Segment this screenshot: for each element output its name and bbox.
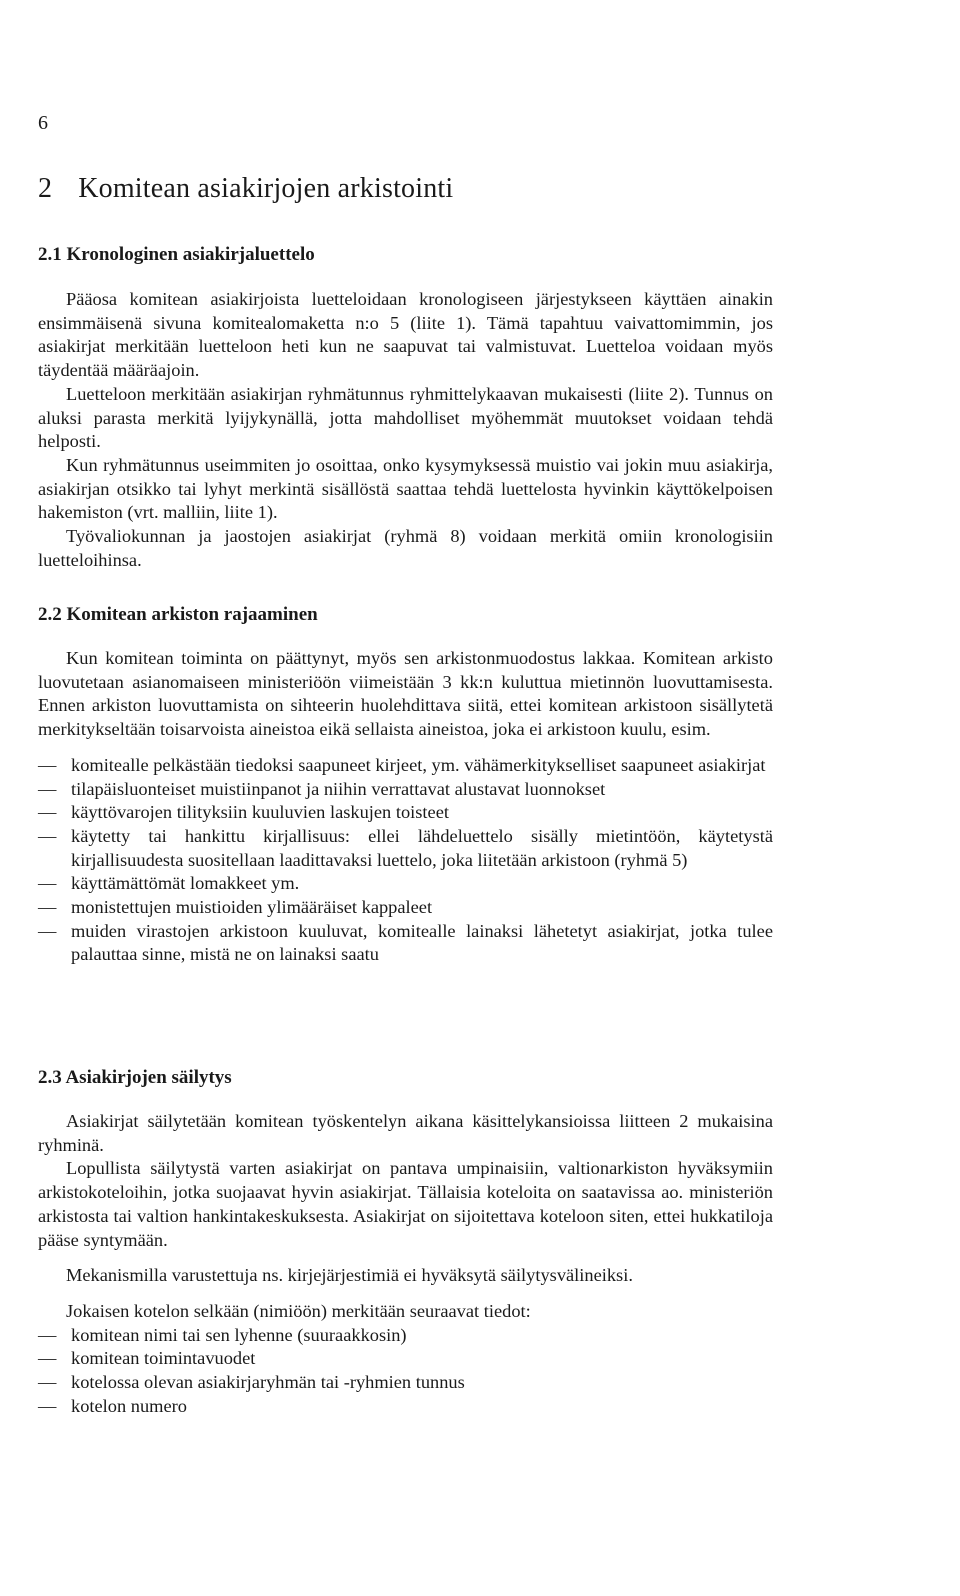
dash: — — [38, 825, 57, 846]
chapter-title — [38, 173, 453, 205]
list-item: — muiden virastojen arkistoon kuuluvat, komitealle lainaksi lähetetyt asiakirjat, jotka tulee palauttaa sinne, mistä ne on lainaksi saatu — [38, 920, 773, 965]
paragraph: Luetteloon merkitään asiakirjan ryhmätunnus ryhmittelykaavan mukaisesti (liite 2). Tunnus on aluksi parasta merkitä lyijykynällä, jotta mahdolliset myöhemmät muutokset voidaan tehdä helposti. — [38, 383, 773, 452]
dash: — — [38, 1395, 57, 1416]
section-title-text: Kronologinen asiakirjaluettelo — [66, 244, 315, 265]
dash: — — [38, 1348, 57, 1369]
chapter-title-text: Komitean asiakirjojen arkistointi — [78, 173, 454, 204]
dash: — — [38, 778, 57, 799]
section-chronological-list — [38, 243, 773, 572]
section-archive-limiting — [38, 603, 773, 967]
dash: — — [38, 897, 57, 918]
box-label-list — [38, 1324, 773, 1419]
section-document-storage — [38, 1066, 773, 1418]
section-title-text: Komitean arkiston rajaaminen — [66, 604, 318, 625]
chapter-number: 2 — [38, 173, 53, 204]
section-title-text: Asiakirjojen säilytys — [65, 1067, 232, 1088]
section-title-2-2 — [38, 603, 773, 627]
dash: — — [38, 802, 57, 823]
section-title-2-3 — [38, 1066, 773, 1090]
dash: — — [38, 873, 57, 894]
excluded-material-list — [38, 754, 773, 967]
list-item: — komitean toimintavuodet — [38, 1347, 773, 1371]
list-item: — käyttövarojen tilityksiin kuuluvien laskujen toisteet — [38, 801, 773, 825]
section-number: 2.2 — [38, 604, 62, 625]
list-item: — monistettujen muistioiden ylimääräiset kappaleet — [38, 896, 773, 920]
list-item: — komitealle pelkästään tiedoksi saapuneet kirjeet, ym. vähämerkitykselliset saapuneet asiakirjat — [38, 754, 773, 778]
list-item: — kotelon numero — [38, 1395, 773, 1419]
dash: — — [38, 1324, 57, 1345]
list-item: — käytetty tai hankittu kirjallisuus: ellei lähdeluettelo sisälly mietintöön, käytetystä kirjallisuudesta suositellaan laadittavaksi luettelo, joka liitetään arkistoon (ryhmä 5) — [38, 825, 773, 870]
list-item: — kotelossa olevan asiakirjaryhmän tai -ryhmien tunnus — [38, 1371, 773, 1395]
paragraph: Jokaisen kotelon selkään (nimiöön) merkitään seuraavat tiedot: — [66, 1300, 531, 1321]
paragraph: Pääosa komitean asiakirjoista luetteloidaan kronologiseen järjestykseen käyttäen ainakin ensimmäisenä sivuna komitealomaketta n:o 5 (liite 1). Tämä tapahtuu vaivattomimmin, jos asiakirjat merkitään luetteloon heti kun ne saapuvat tai valmistuvat. Luetteloa voidaan myös täydentää määräajoin. — [38, 289, 773, 381]
paragraph: Mekanismilla varustettuja ns. kirjejärjestimiä ei hyväksytä säilytysvälineiksi. — [66, 1265, 633, 1286]
list-item: — käyttämättömät lomakkeet ym. — [38, 872, 773, 896]
paragraph: Kun komitean toiminta on päättynyt, myös sen arkistonmuodostus lakkaa. Komitean arkisto luovutetaan asianomaiseen ministeriöön viimeistään 3 kk:n kuluttua mietinnön luovuttamisesta. Ennen arkiston luovuttamista on sihteerin huolehdittava siitä, ettei komitean arkistoon sisällytetä merkitykseltään toisarvoista aineistoa eikä sellaista aineistoa, joka ei arkistoon kuulu, esim. — [38, 648, 773, 740]
section-title-2-1 — [38, 243, 773, 267]
paragraph: Kun ryhmätunnus useimmiten jo osoittaa, onko kysymyksessä muistio vai jokin muu asiakirja, asiakirjan otsikko tai lyhyt merkintä sisällöstä saattaa tehdä luettelosta hyvinkin käyttökelpoisen hakemiston (vrt. malliin, liite 1). — [38, 454, 773, 523]
dash: — — [38, 920, 57, 941]
dash: — — [38, 754, 57, 775]
paragraph: Työvaliokunnan ja jaostojen asiakirjat (ryhmä 8) voidaan merkitä omiin kronologisiin luetteloihinsa. — [38, 526, 773, 570]
paragraph: Asiakirjat säilytetään komitean työskentelyn aikana käsittelykansioissa liitteen 2 mukaisina ryhminä. — [38, 1111, 773, 1155]
paragraph: Lopullista säilytystä varten asiakirjat on pantava umpinaisiin, valtionarkiston hyväksymiin arkistokoteloihin, jotka suojaavat hyvin asiakirjat. Tällaisia koteloita on saatavissa ao. ministeriön arkistosta tai valtion hankintakeskuksesta. Asiakirjat on sijoitettava koteloon siten, ettei hukkatiloja pääse syntymään. — [38, 1158, 773, 1250]
dash: — — [38, 1372, 57, 1393]
list-item: — komitean nimi tai sen lyhenne (suuraakkosin) — [38, 1324, 773, 1348]
page-number: 6 — [38, 112, 48, 134]
section-number: 2.1 — [38, 244, 62, 265]
list-item: — tilapäisluonteiset muistiinpanot ja niihin verrattavat alustavat luonnokset — [38, 778, 773, 802]
section-number: 2.3 — [38, 1067, 62, 1088]
